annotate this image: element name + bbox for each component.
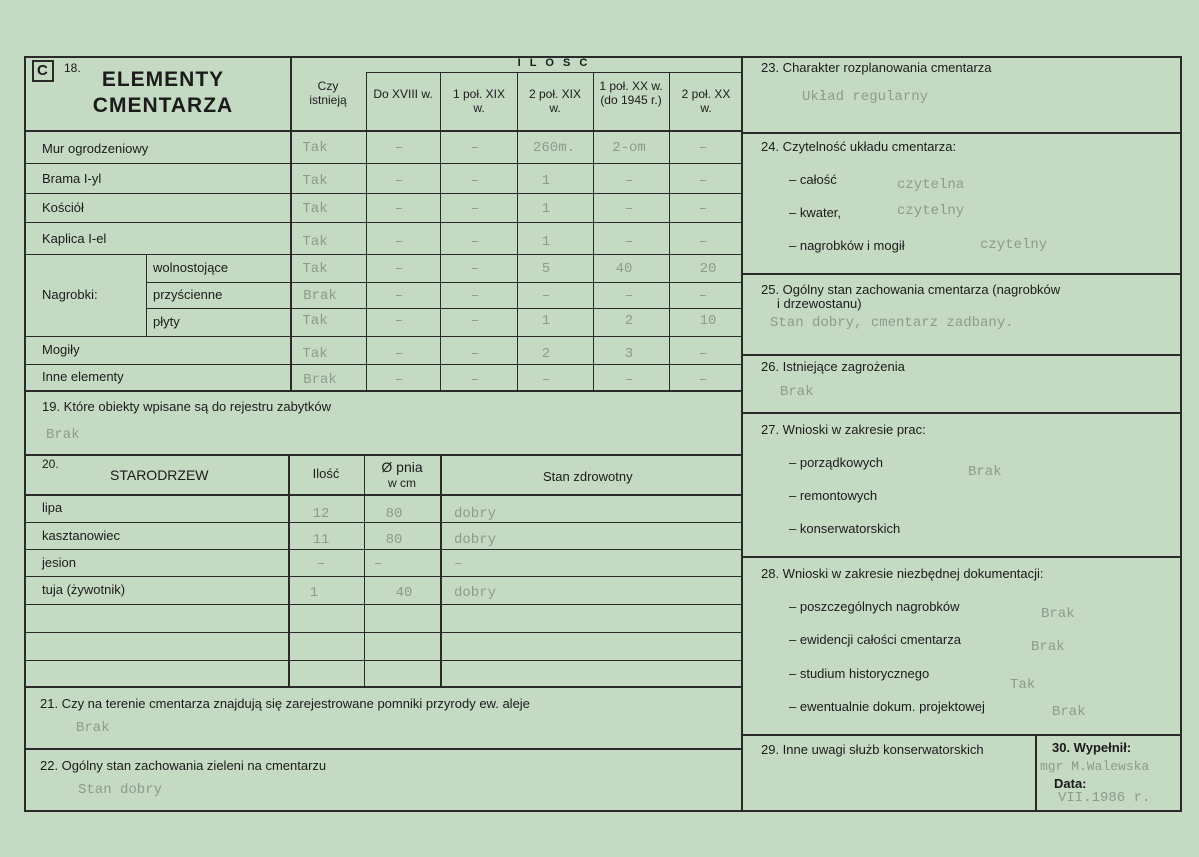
value-cell: –: [698, 372, 708, 388]
period-header-2: 1 poł. XIX w.: [452, 87, 506, 115]
value-cell: –: [470, 372, 480, 388]
tree-ilosc: –: [316, 556, 326, 572]
q27-item: – remontowych: [789, 488, 878, 503]
value-cell: –: [394, 261, 404, 277]
q25-label-1: 25. Ogólny stan zachowania cmentarza (nagrobków: [761, 282, 1061, 297]
value-cell: –: [394, 201, 404, 217]
value-cell: –: [394, 173, 404, 189]
q22-label: 22. Ogólny stan zachowania zieleni na cmentarzu: [40, 758, 327, 773]
period-header-5: 2 poł. XX w.: [681, 87, 731, 115]
value-cell: –: [394, 288, 404, 304]
value-cell: –: [624, 288, 634, 304]
q24-item: – kwater,: [789, 205, 842, 220]
value-cell: Brak: [303, 372, 337, 388]
q28-item: – poszczególnych nagrobków: [789, 599, 960, 614]
q24-label: 24. Czytelność układu cmentarza:: [761, 139, 957, 154]
row-label-inne: Inne elementy: [42, 369, 124, 384]
q29-label: 29. Inne uwagi służb konserwatorskich: [761, 742, 984, 757]
q28-item: – ewidencji całości cmentarza: [789, 632, 961, 647]
value-cell: 2-om: [612, 140, 646, 156]
value-cell: Tak: [302, 346, 328, 362]
value-cell: –: [394, 372, 404, 388]
row-label-mur: Mur ogrodzeniowy: [42, 141, 149, 156]
tree-name: jesion: [42, 555, 76, 570]
tree-ilosc: 12: [312, 506, 330, 522]
row-sublabel-wolnostojace: wolnostojące: [153, 260, 229, 275]
value-cell: Tak: [302, 261, 328, 277]
q27-item: – porządkowych: [789, 455, 883, 470]
row-sublabel-plyty: płyty: [153, 314, 180, 329]
value-cell: –: [470, 173, 480, 189]
value-cell: –: [698, 234, 708, 250]
value-cell: –: [624, 372, 634, 388]
ilosc-header: I L O Ś Ć: [517, 57, 591, 69]
q24-answer: czytelny: [897, 203, 965, 219]
value-cell: –: [470, 140, 480, 156]
value-cell: 1: [541, 201, 551, 217]
row-sublabel-przyscienne: przyścienne: [153, 287, 223, 302]
row-label-kaplica: Kaplica I-el: [42, 231, 107, 246]
tree-fi: 80: [385, 532, 403, 548]
q22-answer: Stan dobry: [78, 782, 163, 798]
tree-ilosc: 1: [309, 585, 319, 601]
row-label-kosciol: Kościół: [42, 200, 84, 215]
q23-answer: Układ regularny: [802, 89, 929, 105]
value-cell: 10: [699, 313, 717, 329]
q27-label: 27. Wnioski w zakresie prac:: [761, 422, 926, 437]
q25-answer: Stan dobry, cmentarz zadbany.: [770, 315, 1014, 331]
tree-ilosc: 11: [312, 532, 330, 548]
tree-stan: dobry: [454, 532, 497, 548]
value-cell: –: [624, 201, 634, 217]
czy-istnieja-header: Czy istnieją: [309, 79, 347, 107]
starodrzew-number: 20.: [42, 457, 59, 471]
value-cell: 1: [541, 173, 551, 189]
q26-label: 26. Istniejące zagrożenia: [761, 359, 905, 374]
value-cell: 1: [541, 234, 551, 250]
value-cell: 5: [541, 261, 551, 277]
tree-fi: 80: [385, 506, 403, 522]
q28-label: 28. Wnioski w zakresie niezbędnej dokumentacji:: [761, 566, 1044, 581]
value-cell: –: [394, 140, 404, 156]
value-cell: 260m.: [532, 140, 576, 156]
value-cell: –: [470, 261, 480, 277]
section-number: 18.: [64, 61, 81, 75]
value-cell: 2: [624, 313, 634, 329]
starodrzew-ilosc-header: Ilość: [312, 466, 340, 481]
q30-data-label: Data:: [1054, 776, 1087, 791]
value-cell: –: [698, 173, 708, 189]
q28-answer: Brak: [1041, 606, 1075, 622]
value-cell: –: [394, 313, 404, 329]
section-title-1: ELEMENTY: [101, 68, 225, 91]
q30-name: mgr M.Walewska: [1040, 759, 1150, 774]
value-cell: –: [698, 346, 708, 362]
tree-stan: dobry: [454, 585, 497, 601]
period-header-1: Do XVIII w.: [373, 87, 433, 101]
row-label-brama: Brama I-yl: [42, 171, 102, 186]
value-cell: –: [624, 234, 634, 250]
value-cell: Tak: [302, 234, 328, 250]
q28-item: – studium historycznego: [789, 666, 930, 681]
q27-answer: Brak: [968, 464, 1002, 480]
section-title-2: CMENTARZA: [92, 94, 234, 117]
value-cell: 2: [541, 346, 551, 362]
q28-answer: Brak: [1031, 639, 1065, 655]
q25-label-2: i drzewostanu): [777, 296, 862, 311]
value-cell: Tak: [302, 173, 328, 189]
q19-label: 19. Które obiekty wpisane są do rejestru zabytków: [42, 399, 332, 414]
tree-stan: dobry: [454, 506, 497, 522]
starodrzew-table: [24, 454, 743, 688]
tree-stan: –: [454, 556, 463, 572]
value-cell: –: [541, 372, 551, 388]
q28-answer: Brak: [1052, 704, 1086, 720]
period-header-3: 2 poł. XIX w.: [528, 87, 582, 115]
value-cell: –: [470, 288, 480, 304]
q28-item: – ewentualnie dokum. projektowej: [789, 699, 985, 714]
q30-label: 30. Wypełnił:: [1052, 740, 1132, 755]
starodrzew-fi-header: Ø pnia: [381, 459, 423, 475]
row-label-mogily: Mogiły: [42, 342, 80, 357]
tree-name: lipa: [42, 500, 63, 515]
tree-name: kasztanowiec: [42, 528, 121, 543]
section-letter: C: [37, 62, 48, 79]
value-cell: –: [541, 288, 551, 304]
q27-item: – konserwatorskich: [789, 521, 901, 536]
value-cell: Tak: [302, 313, 328, 329]
tree-fi: 40: [395, 585, 413, 601]
q21-label: 21. Czy na terenie cmentarza znajdują się zarejestrowane pomniki przyrody ew. aleje: [40, 696, 530, 711]
q24-answer: czytelny: [980, 237, 1048, 253]
value-cell: –: [698, 140, 708, 156]
value-cell: 20: [699, 261, 717, 277]
q26-answer: Brak: [780, 384, 814, 400]
value-cell: –: [470, 201, 480, 217]
value-cell: –: [394, 234, 404, 250]
value-cell: 1: [541, 313, 551, 329]
q24-answer: czytelna: [897, 177, 965, 193]
q24-item: – nagrobków i mogił: [789, 238, 905, 253]
value-cell: Tak: [302, 140, 328, 156]
value-cell: –: [624, 173, 634, 189]
row-label-nagrobki: Nagrobki:: [42, 287, 98, 302]
value-cell: –: [698, 201, 708, 217]
period-header-4: 1 poł. XX w. (do 1945 r.): [599, 79, 663, 107]
q23-label: 23. Charakter rozplanowania cmentarza: [761, 60, 992, 75]
q28-answer: Tak: [1010, 677, 1036, 693]
value-cell: Brak: [303, 288, 337, 304]
value-cell: 3: [624, 346, 634, 362]
q30-date: VII.1986 r.: [1058, 790, 1151, 806]
value-cell: 40: [615, 261, 633, 277]
q24-item: – całość: [789, 172, 837, 187]
q19-answer: Brak: [46, 427, 80, 443]
starodrzew-stan-header: Stan zdrowotny: [543, 469, 633, 484]
value-cell: –: [698, 288, 708, 304]
starodrzew-title: STARODRZEW: [110, 467, 209, 483]
value-cell: –: [394, 346, 404, 362]
tree-fi: –: [373, 556, 383, 572]
starodrzew-fi-header-unit: w cm: [388, 476, 416, 490]
value-cell: –: [470, 234, 480, 250]
q21-answer: Brak: [76, 720, 110, 736]
value-cell: –: [470, 346, 480, 362]
tree-name: tuja (żywotnik): [42, 582, 126, 597]
value-cell: Tak: [302, 201, 328, 217]
value-cell: –: [470, 313, 480, 329]
